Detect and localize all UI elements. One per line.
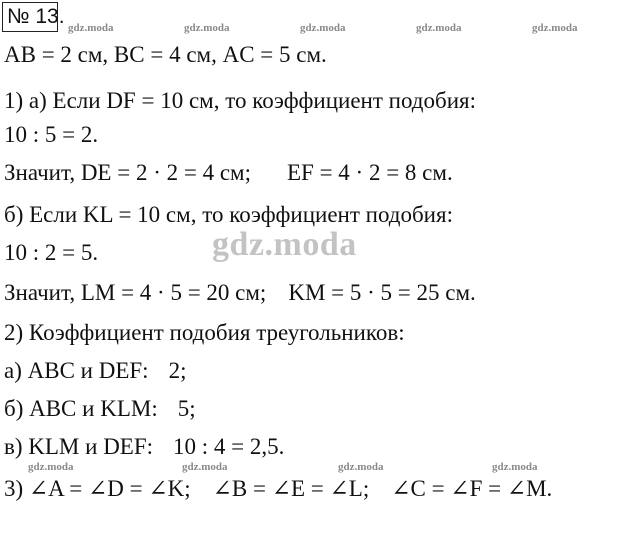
- watermark: gdz.moda: [338, 461, 384, 473]
- watermark: gdz.moda: [28, 461, 74, 473]
- case-b-ratio: 10 : 2 = 5.: [4, 240, 99, 265]
- watermark: gdz.moda: [184, 22, 230, 34]
- pair-label: б) ABC и KLM:: [4, 396, 158, 421]
- watermark: gdz.moda: [68, 22, 114, 34]
- pair-coefficient: 2;: [168, 358, 187, 383]
- similarity-abc-klm: [4, 394, 196, 424]
- case-a-result-de: Значит, DE = 2 · 2 = 4 см;: [4, 160, 251, 185]
- angles-group-2: ∠B = ∠E = ∠L;: [212, 476, 370, 501]
- watermark: gdz.moda: [300, 22, 346, 34]
- angles-group-1: 3) ∠A = ∠D = ∠K;: [4, 476, 191, 501]
- watermark-large: gdz.moda: [212, 226, 357, 263]
- case-b-result: [4, 278, 476, 308]
- similarity-heading: 2) Коэффициент подобия треугольников:: [4, 320, 405, 345]
- similarity-klm-def: [4, 432, 284, 462]
- case-a-condition: 1) а) Если DF = 10 см, то коэффициент подобия:: [4, 88, 476, 113]
- case-b-result-lm: Значит, LM = 4 · 5 = 20 см;: [4, 280, 267, 305]
- case-a-ratio: 10 : 5 = 2.: [4, 122, 99, 147]
- watermark: gdz.moda: [532, 22, 578, 34]
- pair-coefficient: 10 : 4 = 2,5.: [173, 434, 285, 459]
- pair-label: в) KLM и DEF:: [4, 434, 154, 459]
- given-lengths: AB = 2 см, BC = 4 см, AC = 5 см.: [4, 42, 327, 67]
- case-b-result-km: KM = 5 · 5 = 25 см.: [288, 280, 476, 305]
- watermark: gdz.moda: [182, 461, 228, 473]
- watermark: gdz.moda: [416, 22, 462, 34]
- similarity-abc-def: [4, 356, 186, 386]
- pair-coefficient: 5;: [177, 396, 196, 421]
- equal-angles: [4, 474, 552, 504]
- case-a-result-ef: EF = 4 · 2 = 8 см.: [286, 160, 453, 185]
- case-a-result: [4, 158, 453, 188]
- problem-number-badge: № 13.: [2, 2, 58, 32]
- watermark: gdz.moda: [492, 461, 538, 473]
- angles-group-3: ∠C = ∠F = ∠M.: [391, 476, 553, 501]
- pair-label: а) ABC и DEF:: [4, 358, 149, 383]
- case-b-condition: б) Если KL = 10 см, то коэффициент подобия:: [4, 202, 453, 227]
